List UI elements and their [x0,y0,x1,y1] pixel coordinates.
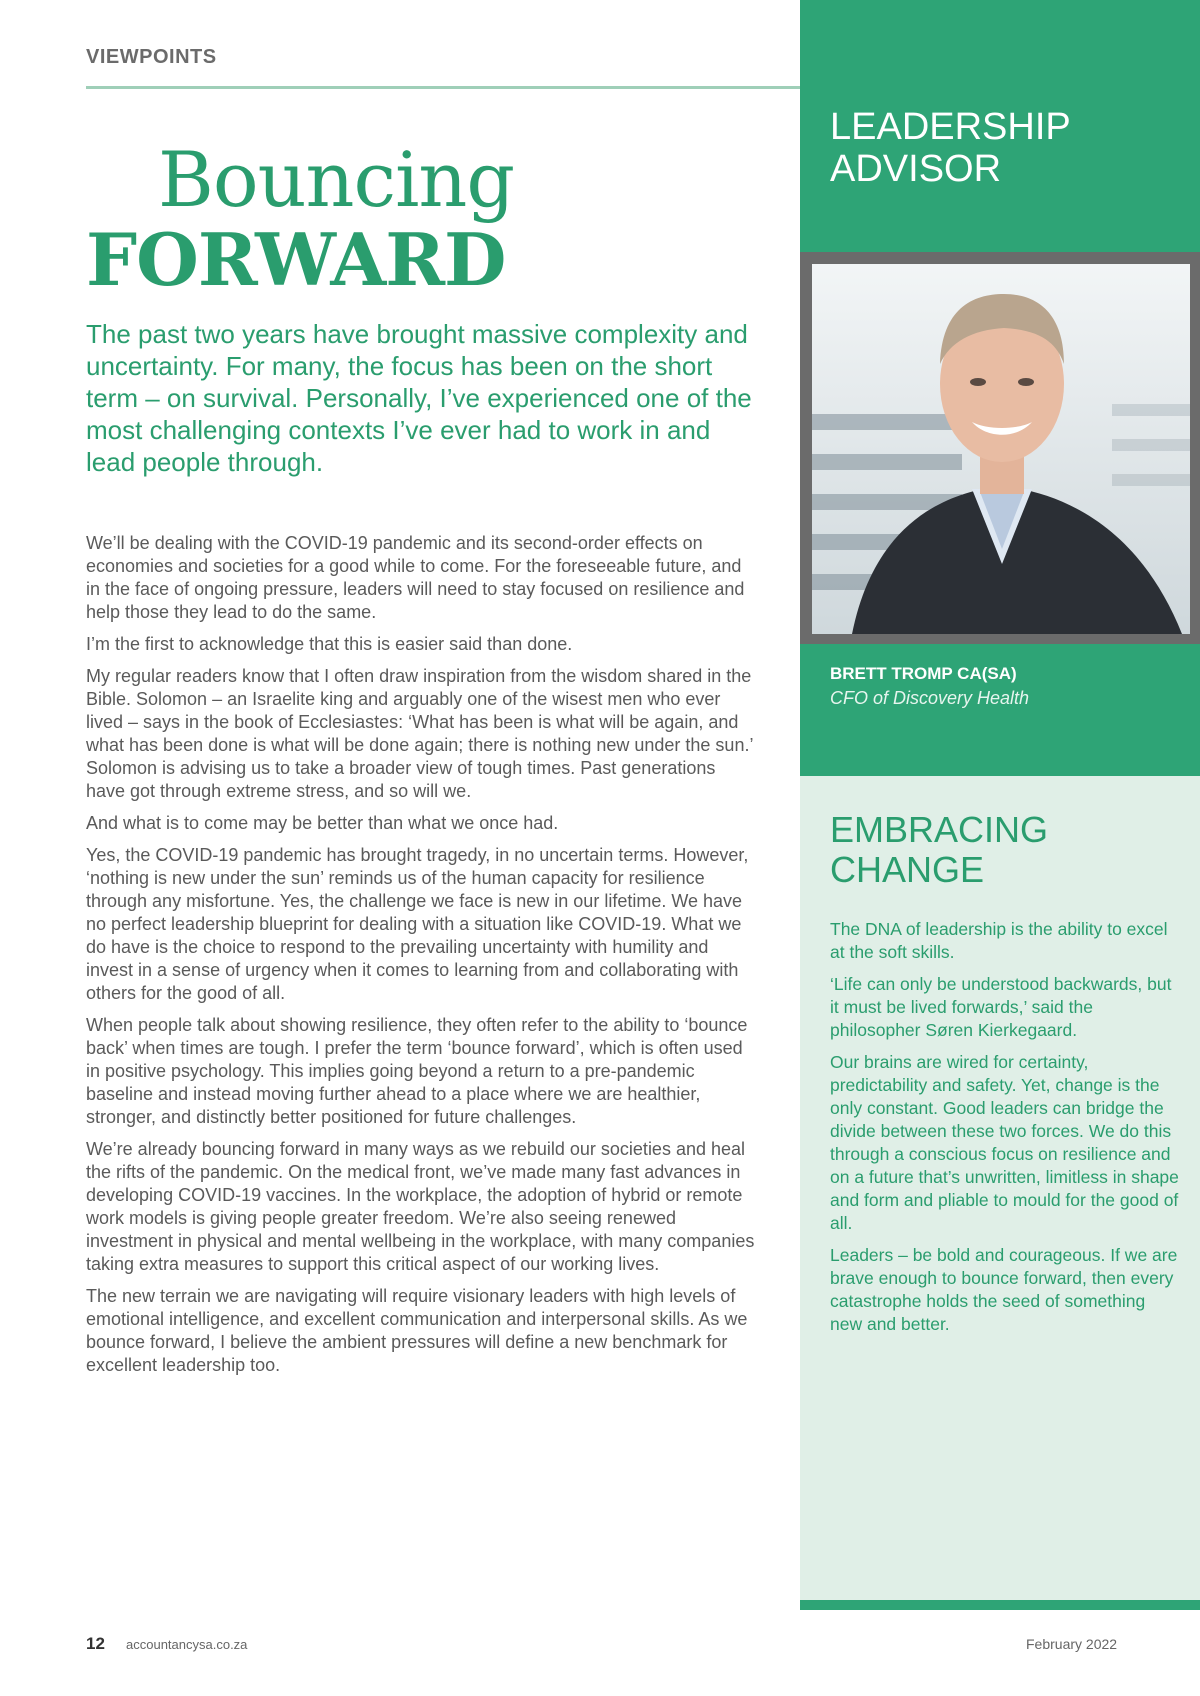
body-paragraph: We’re already bouncing forward in many ways as we rebuild our societies and heal the rifts of the pandemic. On the medical front, we’ve made many fast advances in developing COVID-19 vaccines. In the workplace, the adoption of hybrid or remote work models is giving people greater freedom. We’re also seeing renewed investment in physical and mental wellbeing in the workplace, with many companies taking extra measures to support this critical aspect of our working lives. [86,1139,755,1274]
body-paragraph: The new terrain we are navigating will require visionary leaders with high levels of emotional intelligence, and excellent communication and interpersonal skills. As we bounce forward, I believe the ambient pressures will define a new benchmark for excellent leadership too. [86,1286,748,1375]
body-paragraph: We’ll be dealing with the COVID-19 pandemic and its second-order effects on economies and societies for a good while to come. For the foreseeable future, and in the face of ongoing pressure, leaders will need to stay focused on resilience and help those they lead to do the same. [86,533,745,622]
article-headline [86,135,514,302]
footer-site: accountancysa.co.za [126,1637,248,1652]
footer-date: February 2022 [1026,1636,1118,1652]
sidebar-paragraph: Leaders – be bold and courageous. If we are brave enough to bounce forward, then every catastrophe holds the seed of something new and better. [830,1245,1178,1334]
page-number: 12 [86,1634,105,1653]
section-label: VIEWPOINTS [86,46,217,68]
sidebar-paragraph: ‘Life can only be understood backwards, but it must be lived forwards,’ said the philosopher Søren Kierkegaard. [830,974,1172,1040]
embracing-change-text [830,918,1180,1345]
header-rule [86,86,800,89]
body-paragraph: I’m the first to acknowledge that this is easier said than done. [86,634,573,654]
headline-line-2: FORWARD [86,217,506,302]
sidebar-title: LEADERSHIP ADVISOR [830,106,1071,190]
author-role: CFO of Discovery Health [830,688,1030,708]
body-paragraph: My regular readers know that I often draw inspiration from the wisdom shared in the Bible. Solomon – an Israelite king and arguably one of the wisest men who ever lived – says in the book of Ecclesiastes: ‘What has been is what will be again, and what has been done is what will be done again; there is nothing new under the sun.’ Solomon is advising us to take a broader view of tough times. Past generations have got through extreme stress, and so will we. [86,666,753,801]
sidebar-paragraph: Our brains are wired for certainty, predictability and safety. Yet, change is the only constant. Good leaders can bridge the divide between these two forces. We do this through a conscious focus on resilience and on a future that’s unwritten, limitless in shape and form and pliable to mould for the good of all. [830,1052,1179,1233]
article-body [86,532,758,1386]
author-photo [812,264,1190,634]
sidebar-bottom-rule [800,1600,1200,1610]
embracing-change-title: EMBRACING CHANGE [830,809,1049,890]
sidebar-paragraph: The DNA of leadership is the ability to excel at the soft skills. [830,919,1168,962]
headline-line-1: Bouncing [158,135,514,224]
author-name: BRETT TROMP CA(SA) [830,664,1017,683]
body-paragraph: Yes, the COVID-19 pandemic has brought tragedy, in no uncertain terms. However, ‘nothing is new under the sun’ reminds us of the human capacity for resilience through any misfortune. Yes, the challenge we face is new in our lifetime. We have no perfect leadership blueprint for dealing with a situation like COVID-19. What we do have is the choice to respond to the prevailing uncertainty with humility and invest in a sense of urgency when it comes to learning from and collaborating with others for the good of all. [86,845,749,1003]
standfirst: The past two years have brought massive complexity and uncertainty. For many, the focus has been on the short term – on survival. Personally, I’ve experienced one of the most challenging contexts I’ve ever had to work in and lead people through. [86,319,752,477]
body-paragraph: When people talk about showing resilience, they often refer to the ability to ‘bounce back’ when times are tough. I prefer the term ‘bounce forward’, which is often used in positive psychology. This implies going beyond a return to a pre-pandemic baseline and instead moving further ahead to a place where we are healthier, stronger, and distinctly better positioned for future challenges. [86,1015,748,1127]
body-paragraph: And what is to come may be better than what we once had. [86,813,559,833]
